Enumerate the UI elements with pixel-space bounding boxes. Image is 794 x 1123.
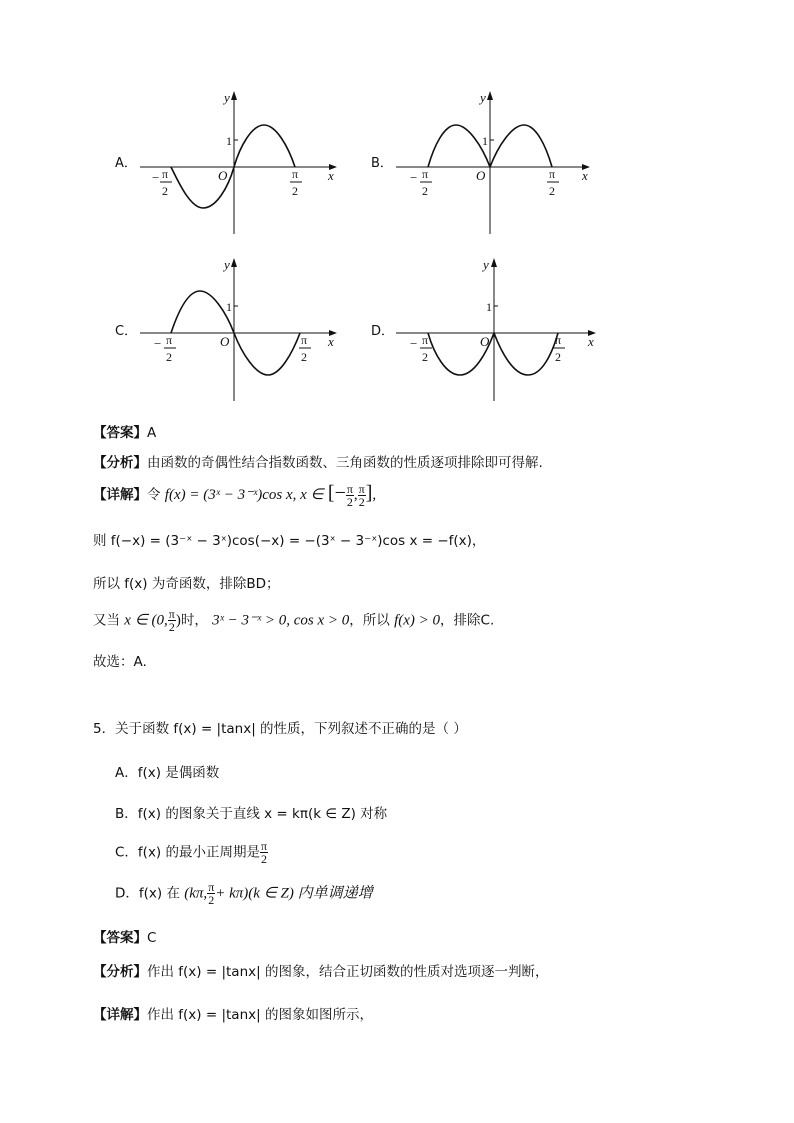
fraction: $\frac{\pi}{2}$ [208,880,215,907]
curve-d [428,333,558,375]
origin-label: O [476,168,486,183]
q5-option-c [115,840,268,865]
interval: x ∈ (0, [124,612,168,629]
interval: (kπ, [184,885,208,902]
fraction: $\frac{\pi}{2}$ [346,481,353,509]
two-label: 2 [549,184,555,198]
two-label: 2 [301,350,307,364]
two-label: 2 [555,350,561,364]
two-label: 2 [166,350,172,364]
pi-label: π [422,333,429,347]
y-label: y [480,90,486,105]
inequality: 3ˣ − 3⁻ˣ > 0, cos x > 0 [212,612,350,629]
answer-tag: 【答案】 [93,425,147,441]
y-axis-arrow [231,258,237,267]
two-label: 2 [422,184,428,198]
analysis-tag: 【分析】 [93,455,147,471]
pi-label: π [422,167,429,181]
pi-label: π [166,333,173,347]
option-c-label: C． [115,324,138,339]
option-a-label: A． [115,156,137,171]
origin-label: O [218,168,228,183]
pi-label: π [292,167,299,181]
function-def: f(x) = (3ˣ − 3⁻ˣ)cos x, x ∈ [164,487,324,503]
q5-option-b: B．f(x) 的图象关于直线 x = kπ(k ∈ Z) 对称 [115,806,388,822]
comma: , [353,487,358,503]
one-label: 1 [486,300,492,314]
q4-analysis [93,451,543,471]
analysis-text: 作出 f(x) = |tanx| 的图象，结合正切函数的性质对选项逐一判断， [147,964,549,980]
origin-label: O [220,334,230,349]
two-label: 2 [422,350,428,364]
answer-tag: 【答案】 [93,930,147,946]
q5-answer [93,926,156,946]
y-label: y [224,90,230,105]
neg-sign: − [410,336,418,351]
answer-value: A [147,425,157,441]
text: D．f(x) 在 [115,885,180,902]
graph-b [396,88,596,238]
text: 时， [180,612,208,629]
analysis-tag: 【分析】 [93,964,147,980]
graph-d [396,255,601,405]
y-axis-arrow [487,91,493,100]
text: 又当 [93,612,120,629]
q5-option-a: A．f(x) 是偶函数 [115,765,220,781]
text: ，所以 [349,612,390,629]
detail-tag: 【详解】 [93,1007,147,1023]
q5-stem: 5．关于函数 f(x) = |tanx| 的性质，下列叙述不正确的是（ ） [93,721,467,737]
interval-right: ] [365,482,373,504]
x-label: x [588,334,594,349]
option-b-label: B． [371,156,393,171]
text: C．f(x) 的最小正周期是 [115,844,260,861]
y-label: y [483,257,489,272]
detail-text: 作出 f(x) = |tanx| 的图象如图所示， [147,1007,373,1023]
analysis-text: 由函数的奇偶性结合指数函数、三角函数的性质逐项排除即可得解. [147,455,543,471]
origin-label: O [480,334,490,349]
q5-option-d [115,881,373,906]
graph-c [140,255,340,405]
fraction: $\frac{\pi}{2}$ [168,607,175,634]
neg-sign: − [152,170,160,185]
one-label: 1 [226,134,232,148]
q5-detail [93,1003,373,1023]
q4-detail-line5: 故选：A. [93,654,147,670]
neg-sign: − [154,336,162,351]
q4-answer [93,421,156,441]
text: ，排除C. [440,612,495,629]
pi-label: π [301,333,308,347]
y-axis-arrow [491,258,497,267]
pi-label: π [162,167,169,181]
x-label: x [328,168,334,183]
fraction: $\frac{\pi}{2}$ [261,839,268,866]
y-label: y [224,257,230,272]
interval-close: + kπ)(k ∈ Z) 内单调递增 [215,885,373,902]
one-label: 1 [482,134,488,148]
pi-label: π [555,333,562,347]
x-label: x [582,168,588,183]
q4-detail-line4 [93,608,494,633]
two-label: 2 [162,184,168,198]
inequality: f(x) > 0 [394,612,441,629]
graph-a [140,88,340,238]
comma: , [372,487,377,503]
neg-sign: − [410,170,418,185]
pi-label: π [549,167,556,181]
q4-detail-line1 [93,482,376,508]
y-axis-arrow [231,91,237,100]
interval-close: ) [175,612,181,629]
two-label: 2 [292,184,298,198]
x-label: x [328,334,334,349]
one-label: 1 [226,300,232,314]
answer-value: C [147,930,157,946]
q5-analysis [93,960,548,980]
fraction: $\frac{\pi}{2}$ [358,481,365,509]
interval-left: [− [327,482,346,504]
q4-detail-line3: 所以 f(x) 为奇函数，排除BD； [93,576,280,592]
option-d-label: D． [371,324,395,339]
q4-detail-line2: 则 f(−x) = (3⁻ˣ − 3ˣ)cos(−x) = −(3ˣ − 3⁻ˣ)cos x = −f(x)， [93,533,486,549]
detail-tag: 【详解】 [93,487,147,503]
detail-lead: 令 [147,487,161,503]
